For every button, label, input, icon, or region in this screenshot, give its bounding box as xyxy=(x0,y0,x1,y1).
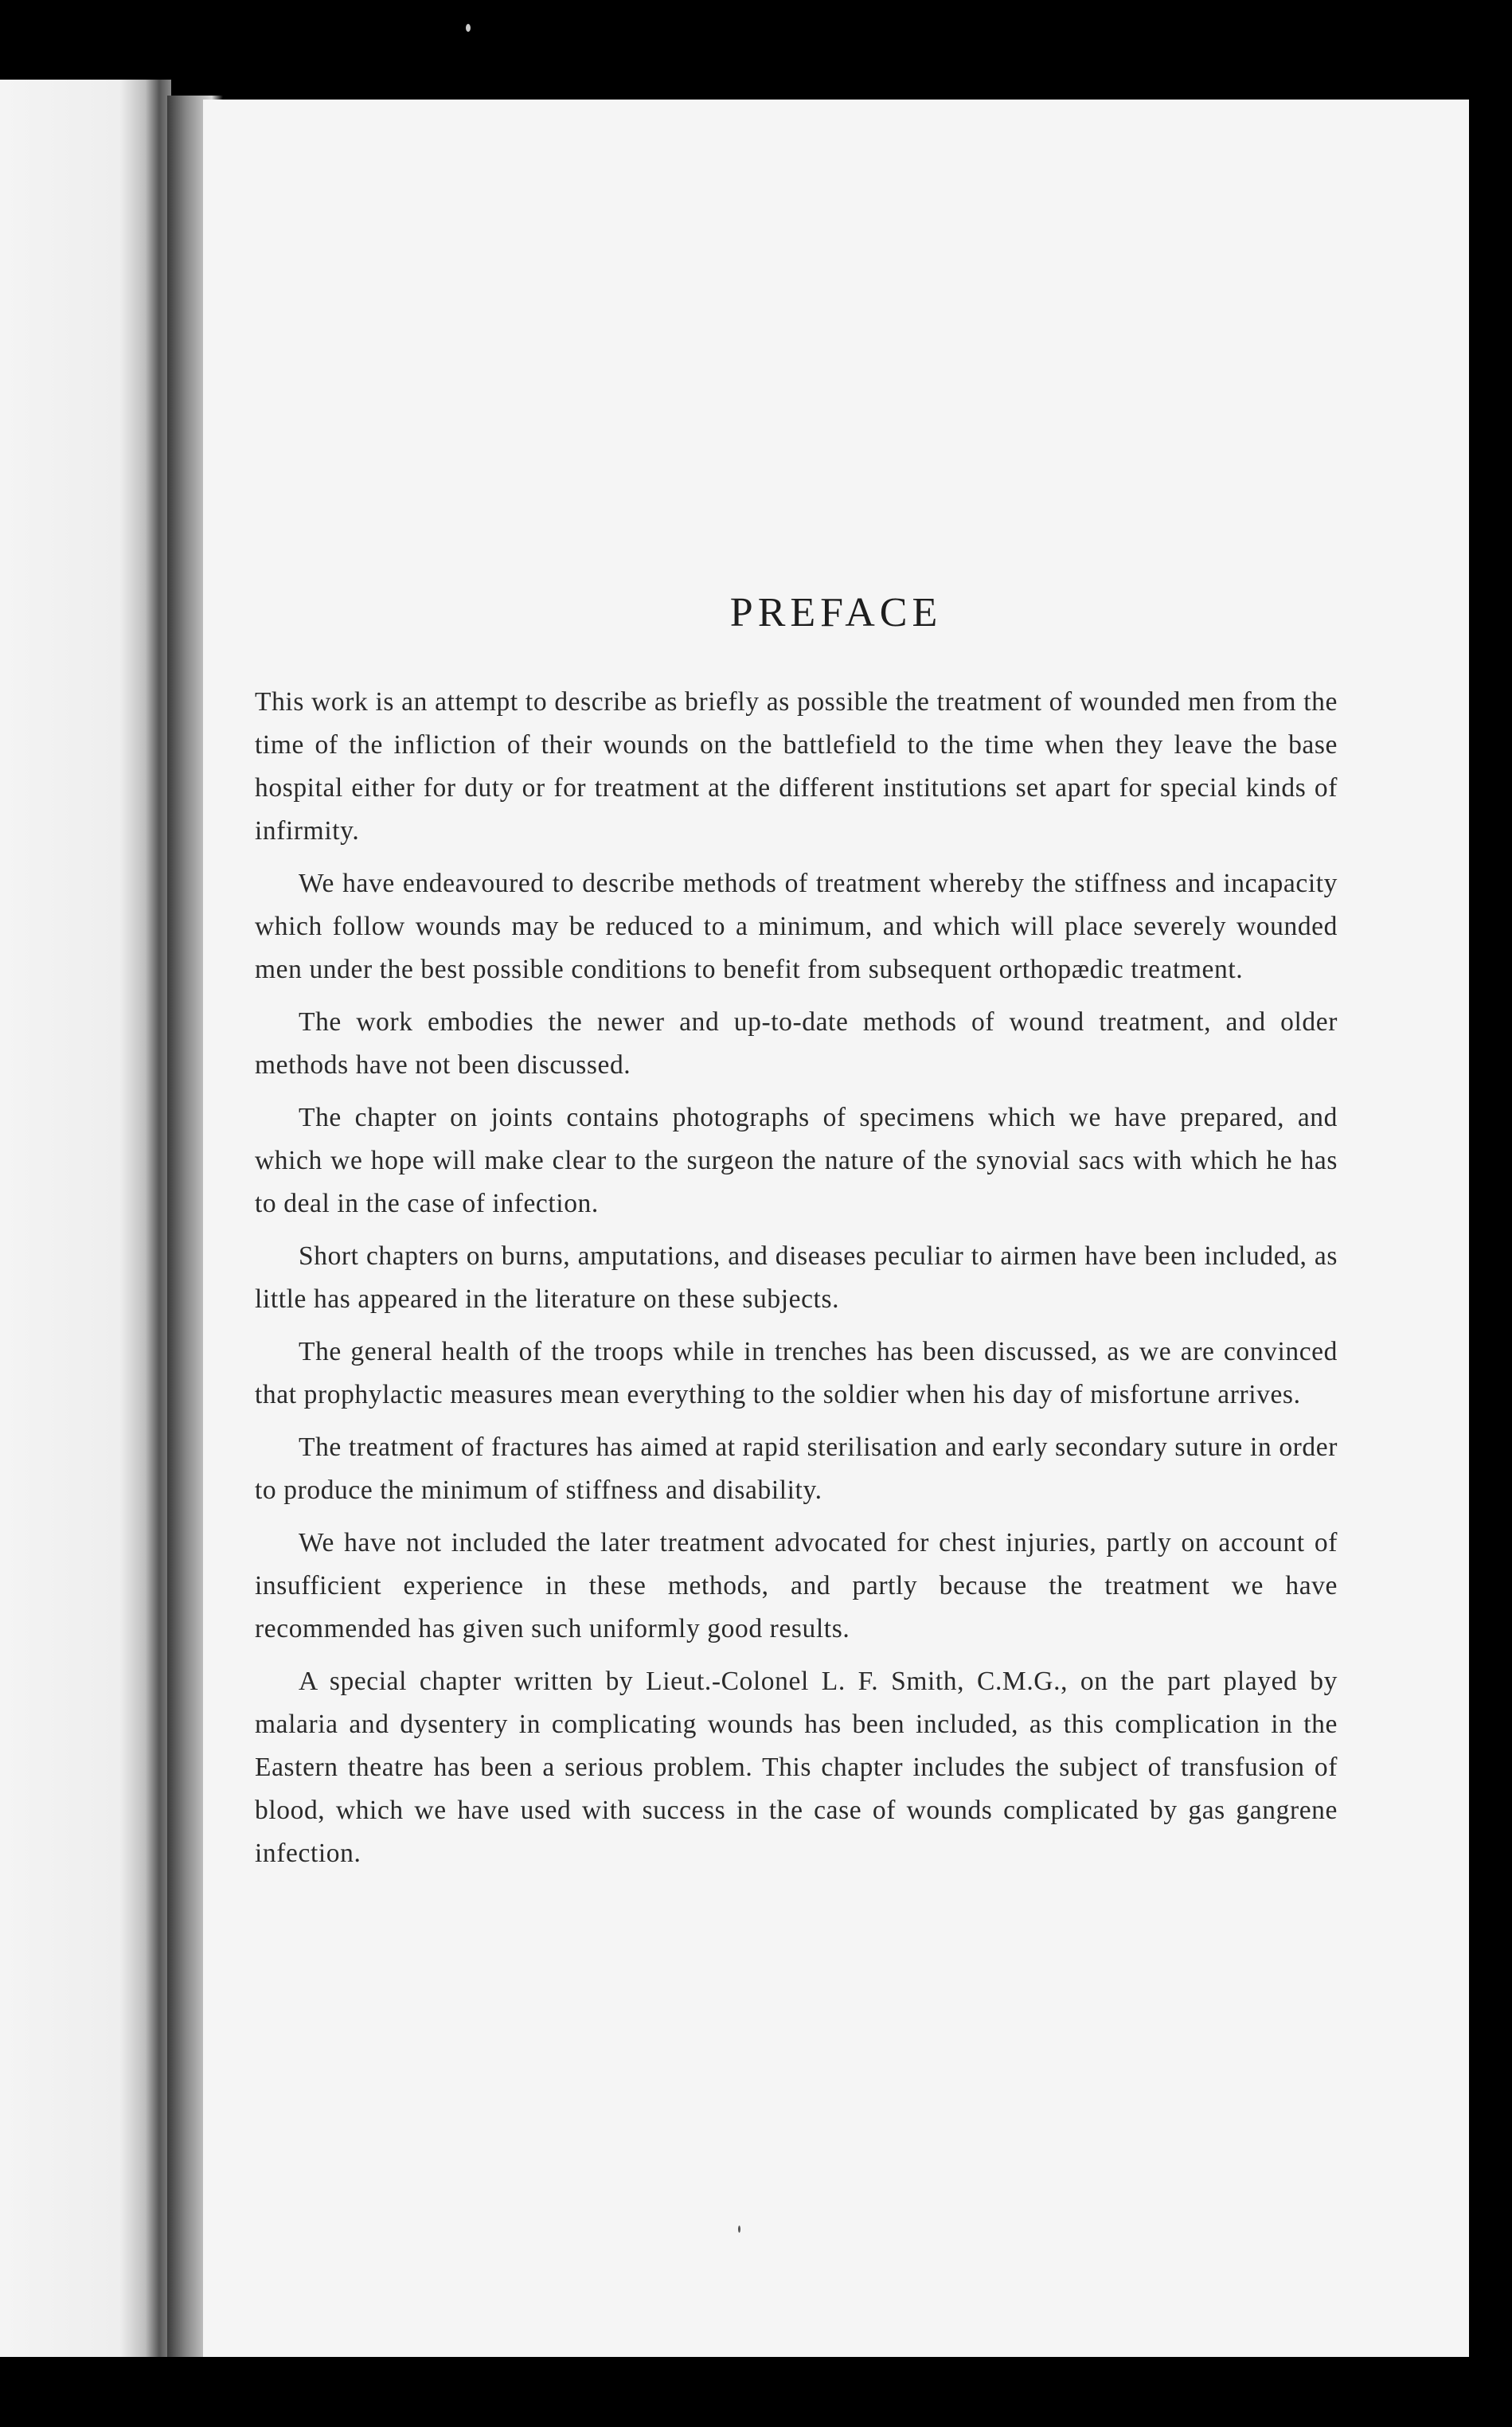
paragraph: We have endeavoured to describe methods of treatment whereby the stiffness and incapacity which follow wounds may be reduced to a minimum, and which will place severely wounded men under the best possible conditions to benefit from subsequent orthopædic treatment. xyxy=(255,869,1338,984)
paragraph: The work embodies the newer and up-to-date methods of wound treatment, and older methods have not been discussed. xyxy=(255,1007,1338,1080)
print-mark xyxy=(738,2226,740,2233)
paragraph: A special chapter written by Lieut.-Colonel L. F. Smith, C.M.G., on the part played by malaria and dysentery in complicating wounds has been included, as this complication in the Eastern theatre has been a serious problem. This chapter includes the subject of transfusion of blood, which we have used with success in the case of wounds complicated by gas gangrene infection. xyxy=(255,1667,1338,1868)
page-heading: PREFACE xyxy=(729,590,943,635)
facing-page-edge xyxy=(0,80,171,2357)
paragraph: The treatment of fractures has aimed at rapid sterilisation and early secondary suture in order to produce the minimum of stiffness and disability. xyxy=(255,1432,1338,1505)
paragraph: Short chapters on burns, amputations, and diseases peculiar to airmen have been included, as little has appeared in the literature on these subjects. xyxy=(255,1241,1338,1314)
paragraph: The general health of the troops while in trenches has been discussed, as we are convinced that prophylactic measures mean everything to the soldier when his day of misfortune arrives. xyxy=(255,1337,1338,1409)
paragraph: We have not included the later treatment advocated for chest injuries, partly on account of insufficient experience in these methods, and partly because the treatment we have recommended has given such uniformly good results. xyxy=(255,1528,1338,1643)
paragraph: This work is an attempt to describe as briefly as possible the treatment of wounded men from the time of the infliction of their wounds on the battlefield to the time when they leave the base hospital either for duty or for treatment at the different institutions set apart for special kinds of infirmity. xyxy=(255,687,1338,846)
book-page xyxy=(203,100,1469,2357)
dust-speck xyxy=(466,24,471,32)
preface-body xyxy=(255,681,1338,1885)
paragraph: The chapter on joints contains photographs of specimens which we have prepared, and which we hope will make clear to the surgeon the nature of the synovial sacs with which he has to deal in the case of infection. xyxy=(255,1103,1338,1218)
